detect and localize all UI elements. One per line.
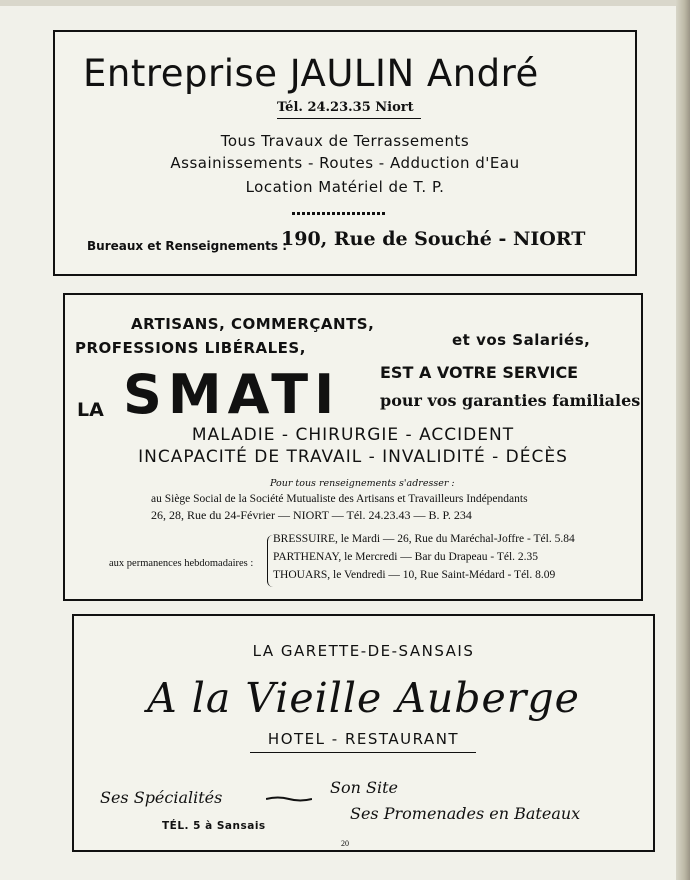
ad-jaulin-service: Tous Travaux de Terrassements — [220, 132, 470, 150]
ad-jaulin — [53, 30, 637, 276]
ad-smati-heading-line2: PROFESSIONS LIBÉRALES, — [75, 339, 306, 357]
ad-smati-risks-line2: INCAPACITÉ DE TRAVAIL - INVALIDITÉ - DÉCÈS — [138, 447, 568, 467]
ad-smati-permanence: BRESSUIRE, le Mardi — 26, Rue du Maréchal-Joffre - Tél. 5.84 — [273, 533, 575, 545]
ad-smati-permanences-label: aux permanences hebdomadaires : — [109, 558, 254, 569]
ad-smati-info-intro: Pour tous renseignements s'adresser : — [270, 478, 455, 489]
ad-jaulin-decorative-rule — [292, 212, 386, 215]
ad-smati-heading-line1: ARTISANS, COMMERÇANTS, — [131, 315, 375, 333]
ad-auberge-name: A la Vieille Auberge — [147, 674, 580, 722]
ad-smati-risks-line1: MALADIE - CHIRURGIE - ACCIDENT — [191, 425, 515, 445]
ad-smati-service: EST A VOTRE SERVICE — [380, 363, 579, 382]
ad-smati-permanence: PARTHENAY, le Mercredi — Bar du Drapeau - Tél. 2.35 — [273, 551, 539, 563]
ad-jaulin-service: Location Matériel de T. P. — [245, 178, 445, 196]
ad-smati-permanence: THOUARS, le Vendredi — 10, Rue Saint-Médard - Tél. 8.09 — [273, 569, 556, 581]
ad-jaulin-offices-label: Bureaux et Renseignements : — [87, 239, 287, 253]
ad-smati-headquarters-line1: au Siège Social de la Société Mutualiste des Artisans et Travailleurs Indépendants — [151, 493, 528, 505]
ad-smati-brand: SMATI — [123, 363, 341, 426]
ad-auberge-site: Son Site — [330, 778, 398, 797]
flourish-icon — [266, 796, 312, 802]
page-number: 20 — [341, 839, 349, 848]
ad-auberge-walks: Ses Promenades en Bateaux — [350, 804, 581, 823]
ad-jaulin-offices-address: 190, Rue de Souché - NIORT — [281, 228, 586, 250]
ad-auberge — [72, 614, 655, 852]
ad-smati-headquarters-line2: 26, 28, Rue du 24-Février — NIORT — Tél. 24.23.43 — B. P. 234 — [151, 508, 472, 522]
ad-smati-guarantees: pour vos garanties familiales — [380, 391, 641, 410]
ad-jaulin-phone-underline — [277, 118, 421, 119]
page-top-edge — [0, 0, 690, 6]
ad-jaulin-phone: Tél. 24.23.35 Niort — [277, 100, 414, 115]
page-right-edge — [676, 0, 690, 880]
ad-auberge-specialties: Ses Spécialités — [100, 788, 223, 807]
ad-smati — [63, 293, 643, 601]
ad-jaulin-title: Entreprise JAULIN André — [83, 52, 539, 95]
ad-auberge-phone: TÉL. 5 à Sansais — [162, 820, 266, 832]
ad-smati-heading-right: et vos Salariés, — [452, 331, 591, 349]
ad-jaulin-service: Assainissements - Routes - Adduction d'Eau — [170, 154, 520, 172]
ad-auberge-type: HOTEL - RESTAURANT — [267, 730, 460, 748]
ad-smati-la: LA — [77, 399, 104, 421]
ad-auberge-place: LA GARETTE-DE-SANSAIS — [252, 642, 475, 660]
ad-auberge-type-underline — [250, 752, 476, 753]
